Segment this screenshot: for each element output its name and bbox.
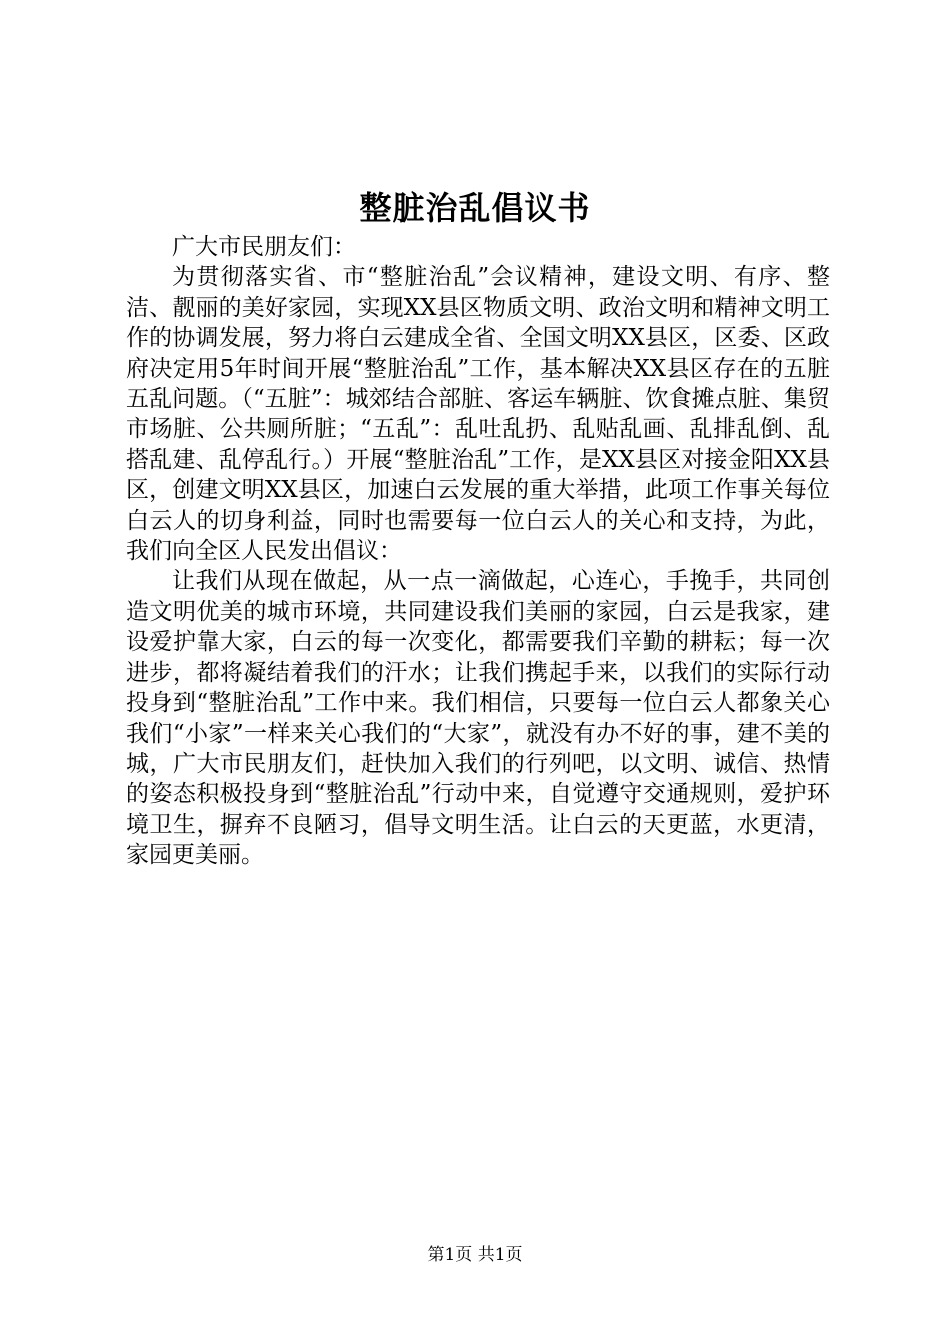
page-footer: 第1页 共1页 bbox=[427, 1245, 523, 1265]
paragraph-1: 为贯彻落实省、市“整脏治乱”会议精神，建设文明、有序、整洁、靓丽的美好家园，实现XX县区物质文明、政治文明和精神文明工作的协调发展，努力将白云建成全省、全国文明XX县区，区委、区政府决定用5年时间开展“整脏治乱”工作，基本解决XX县区存在的五脏五乱问题。（“五脏”：城郊结合部脏、客运车辆脏、饮食摊点脏、集贸市场脏、公共厕所脏；“五乱”：乱吐乱扔、乱贴乱画、乱排乱倒、乱搭乱建、乱停乱行。）开展“整脏治乱”工作，是XX县区对接金阳XX县区，创建文明XX县区，加速白云发展的重大举措，此项工作事关每位白云人的切身利益，同时也需要每一位白云人的关心和支持，为此，我们向全区人民发出倡议： bbox=[126, 264, 830, 565]
greeting: 广大市民朋友们： bbox=[172, 234, 356, 260]
paragraph-2: 让我们从现在做起，从一点一滴做起，心连心，手挽手，共同创造文明优美的城市环境，共同建设我们美丽的家园，白云是我家，建设爱护靠大家，白云的每一次变化，都需要我们辛勤的耕耘；每一次进步，都将凝结着我们的汗水；让我们携起手来，以我们的实际行动投身到“整脏治乱”工作中来。我们相信，只要每一位白云人都象关心我们“小家”一样来关心我们的“大家”，就没有办不好的事，建不美的城，广大市民朋友们，赶快加入我们的行列吧，以文明、诚信、热情的姿态积极投身到“整脏治乱”行动中来，自觉遵守交通规则，爱护环境卫生，摒弃不良陋习，倡导文明生活。让白云的天更蓝，水更清，家园更美丽。 bbox=[126, 568, 830, 869]
document-body bbox=[126, 232, 830, 871]
document-title: 整脏治乱倡议书 bbox=[359, 189, 591, 227]
